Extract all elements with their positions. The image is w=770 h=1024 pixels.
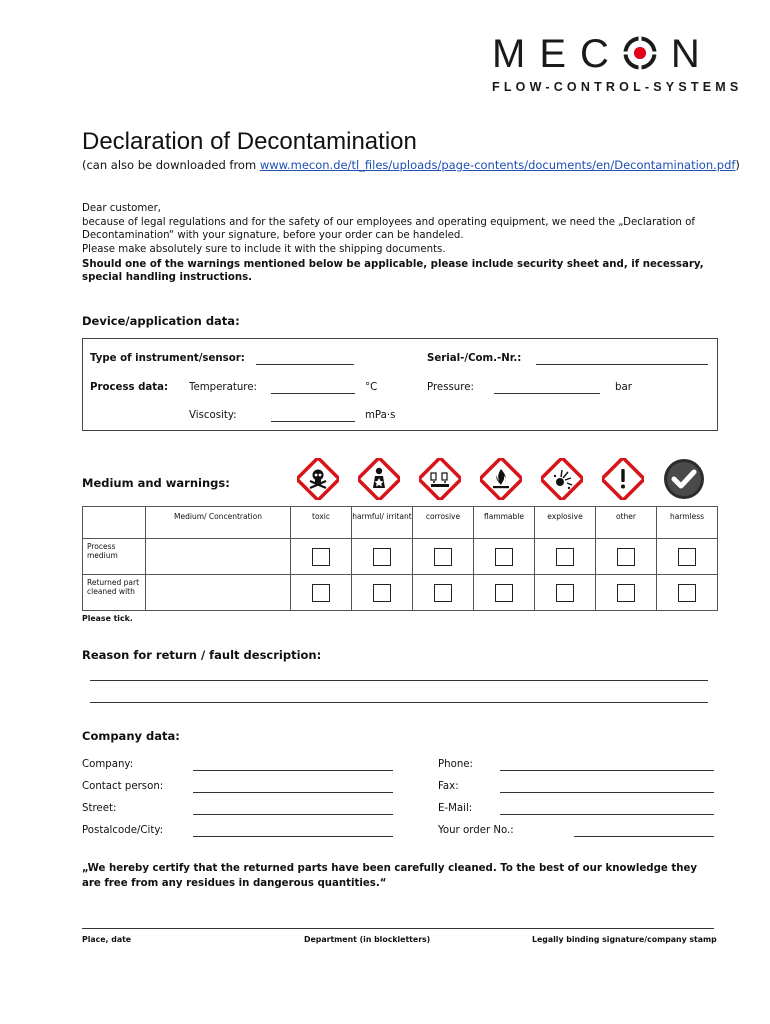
- order-number-field[interactable]: [574, 836, 714, 837]
- postal-city-field[interactable]: [193, 836, 393, 837]
- pressure-field[interactable]: [494, 393, 600, 394]
- returned-flammable-checkbox[interactable]: [495, 584, 513, 602]
- phone-field[interactable]: [500, 770, 714, 771]
- process-harmless-checkbox[interactable]: [678, 548, 696, 566]
- order-number-label: Your order No.:: [438, 825, 514, 836]
- postal-city-label: Postalcode/City:: [82, 825, 164, 836]
- fax-field[interactable]: [500, 792, 714, 793]
- temperature-label: Temperature:: [189, 382, 257, 393]
- table-row: [83, 575, 718, 611]
- row-process-medium-label: Process medium: [83, 539, 146, 575]
- process-corrosive-checkbox[interactable]: [434, 548, 452, 566]
- fax-label: Fax:: [438, 781, 459, 792]
- flammable-icon: [480, 458, 522, 500]
- corrosive-icon: [419, 458, 461, 500]
- company-field[interactable]: [193, 770, 393, 771]
- temperature-field[interactable]: [271, 393, 355, 394]
- download-suffix: ): [735, 158, 740, 172]
- phone-label: Phone:: [438, 759, 473, 770]
- returned-harmless-checkbox[interactable]: [678, 584, 696, 602]
- download-prefix: (can also be downloaded from: [82, 158, 260, 172]
- toxic-icon: [297, 458, 339, 500]
- greeting: Dear customer,: [82, 203, 161, 214]
- contact-person-label: Contact person:: [82, 781, 164, 792]
- place-date-label: Place, date: [82, 935, 132, 944]
- intro-paragraph: because of legal regulations and for the safety of our employees and operating equipment, we need the „Declaration of Decontamination“ with your signature, before your order can be handeled.: [82, 217, 695, 241]
- device-data-box: [82, 338, 718, 431]
- device-heading: Device/application data:: [82, 314, 240, 328]
- corner-cell: [83, 507, 146, 539]
- logo-tagline: FLOW-CONTROL-SYSTEMS: [492, 80, 743, 94]
- viscosity-label: Viscosity:: [189, 410, 237, 421]
- temperature-unit: °C: [365, 382, 378, 393]
- process-data-label: Process data:: [90, 382, 169, 393]
- viscosity-field[interactable]: [271, 421, 355, 422]
- exclamation-icon: [602, 458, 644, 500]
- process-toxic-checkbox[interactable]: [312, 548, 330, 566]
- warnings-table: [82, 506, 718, 611]
- certification-statement: „We hereby certify that the returned parts have been carefully cleaned. To the best of our knowledge they are free from any residues in dangerous quantities.“: [82, 863, 698, 889]
- returned-harmful-checkbox[interactable]: [373, 584, 391, 602]
- col-corrosive-header: corrosive: [413, 507, 474, 539]
- explosive-icon: [541, 458, 583, 500]
- process-other-checkbox[interactable]: [617, 548, 635, 566]
- serial-number-field[interactable]: [536, 364, 708, 365]
- instrument-type-field[interactable]: [256, 364, 354, 365]
- row-returned-part-label: Returned part cleaned with: [83, 575, 146, 611]
- shipping-note: Please make absolutely sure to include it with the shipping documents.: [82, 244, 446, 255]
- col-explosive-header: explosive: [535, 507, 596, 539]
- reason-line-2[interactable]: [90, 702, 708, 703]
- instrument-type-label: Type of instrument/sensor:: [90, 353, 245, 364]
- col-harmless-header: harmless: [657, 507, 718, 539]
- email-field[interactable]: [500, 814, 714, 815]
- company-label: Company:: [82, 759, 134, 770]
- col-other-header: other: [596, 507, 657, 539]
- pressure-label: Pressure:: [427, 382, 474, 393]
- col-harmful-header: harmful/ irritant: [352, 507, 413, 539]
- table-row: [83, 539, 718, 575]
- col-medium-header: Medium/ Concentration: [146, 507, 291, 539]
- signature-line[interactable]: [82, 928, 714, 929]
- process-harmful-checkbox[interactable]: [373, 548, 391, 566]
- harmless-check-icon: [663, 458, 705, 500]
- health-hazard-icon: [358, 458, 400, 500]
- reason-line-1[interactable]: [90, 680, 708, 681]
- street-field[interactable]: [193, 814, 393, 815]
- download-link[interactable]: www.mecon.de/tl_files/uploads/page-contents/documents/en/Decontamination.pdf: [259, 158, 736, 172]
- warnings-heading: Medium and warnings:: [82, 476, 230, 490]
- street-label: Street:: [82, 803, 117, 814]
- process-flammable-checkbox[interactable]: [495, 548, 513, 566]
- tick-note: Please tick.: [82, 614, 133, 623]
- warning-note: Should one of the warnings mentioned below be applicable, please include security sheet and, if necessary, special handling instructions.: [82, 259, 704, 283]
- returned-toxic-checkbox[interactable]: [312, 584, 330, 602]
- logo-target-icon: [623, 36, 657, 70]
- col-flammable-header: flammable: [474, 507, 535, 539]
- returned-explosive-checkbox[interactable]: [556, 584, 574, 602]
- pressure-unit: bar: [615, 382, 632, 393]
- download-note: [82, 158, 740, 172]
- logo-word: MEC N: [492, 32, 714, 76]
- page-title: Declaration of Decontamination: [82, 128, 417, 155]
- email-label: E-Mail:: [438, 803, 473, 814]
- contact-person-field[interactable]: [193, 792, 393, 793]
- returned-corrosive-checkbox[interactable]: [434, 584, 452, 602]
- returned-part-input[interactable]: [146, 575, 291, 611]
- col-toxic-header: toxic: [291, 507, 352, 539]
- process-explosive-checkbox[interactable]: [556, 548, 574, 566]
- serial-number-label: Serial-/Com.-Nr.:: [427, 353, 522, 364]
- returned-other-checkbox[interactable]: [617, 584, 635, 602]
- signature-stamp-label: Legally binding signature/company stamp: [532, 935, 717, 944]
- company-heading: Company data:: [82, 729, 180, 743]
- reason-heading: Reason for return / fault description:: [82, 648, 322, 662]
- process-medium-input[interactable]: [146, 539, 291, 575]
- department-label: Department (in blockletters): [304, 935, 431, 944]
- viscosity-unit: mPa·s: [365, 410, 396, 421]
